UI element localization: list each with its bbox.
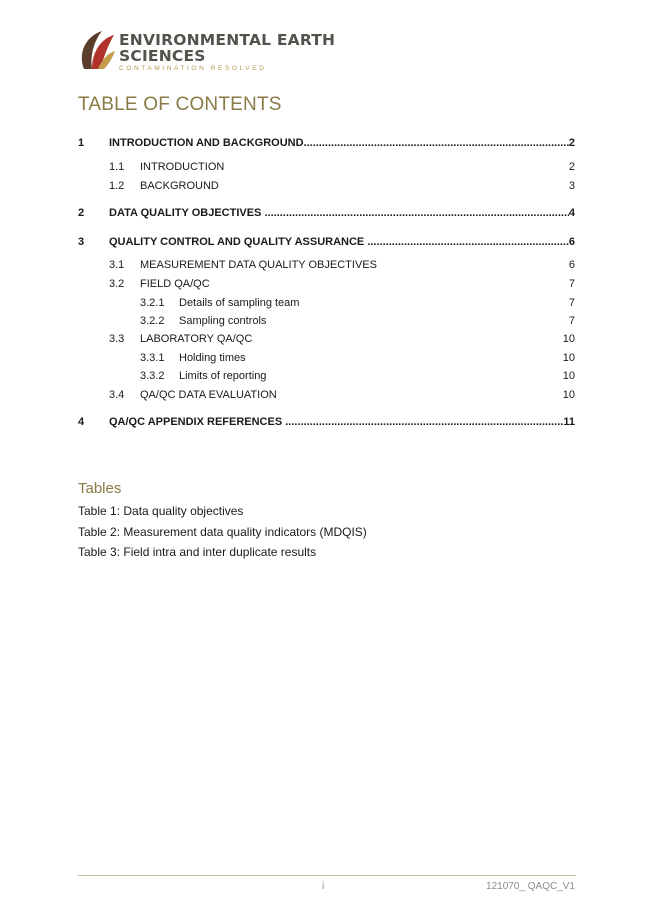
toc-entry-title: Details of sampling team <box>179 297 300 309</box>
toc-entry-3-2-2[interactable] <box>78 314 575 329</box>
toc-entry-title: Sampling controls <box>179 315 267 327</box>
toc-entry-3-3[interactable] <box>78 332 575 347</box>
toc-entry-number: 3.3 <box>109 333 125 345</box>
toc-title: TABLE OF CONTENTS <box>78 94 282 115</box>
toc-entry-title: BACKGROUND <box>140 180 219 192</box>
toc-entry-page: 3 <box>568 180 575 192</box>
company-logo <box>78 29 338 74</box>
toc-entry-1-1[interactable] <box>78 160 575 175</box>
toc-entry-number: 4 <box>78 416 85 428</box>
toc-entry-page: 10 <box>562 352 575 364</box>
toc-entry-title: INTRODUCTION AND BACKGROUND <box>109 137 304 149</box>
toc-entry-page: 11 <box>563 416 575 428</box>
toc-entry-3-4[interactable] <box>78 388 575 403</box>
toc-entry-number: 3.2.1 <box>140 297 165 309</box>
footer-document-code: 121070_ QAQC_V1 <box>486 881 575 892</box>
toc-entry-page: 10 <box>562 370 575 382</box>
toc-entry-title: LABORATORY QA/QC <box>140 333 253 345</box>
toc-entry-page: 7 <box>568 297 575 309</box>
leaf-logo-icon <box>78 29 116 71</box>
toc-entry-number: 2 <box>78 207 85 219</box>
toc-entry-title: QA/QC APPENDIX REFERENCES <box>109 416 286 428</box>
toc-entry-1[interactable] <box>78 136 575 151</box>
toc-entry-page: 4 <box>568 207 575 219</box>
toc-entry-1-2[interactable] <box>78 179 575 194</box>
toc-entry-4[interactable] <box>78 415 575 430</box>
toc-entry-number: 3.3.1 <box>140 352 165 364</box>
toc-entry-3-2[interactable] <box>78 277 575 292</box>
toc-leader-dots <box>367 235 569 250</box>
toc-entry-number: 1.1 <box>109 161 125 173</box>
table-list-item[interactable]: Table 2: Measurement data quality indicators (MDQIS) <box>78 525 367 539</box>
toc-entry-page: 10 <box>562 333 575 345</box>
toc-entry-title: MEASUREMENT DATA QUALITY OBJECTIVES <box>140 259 377 271</box>
toc-entry-number: 1 <box>78 137 85 149</box>
toc-entry-3-3-2[interactable] <box>78 369 575 384</box>
logo-tagline: CONTAMINATION RESOLVED <box>119 65 267 72</box>
toc-entry-page: 2 <box>568 137 575 149</box>
toc-entry-number: 3.2 <box>109 278 125 290</box>
toc-entry-title: Limits of reporting <box>179 370 267 382</box>
toc-entry-title: Holding times <box>179 352 246 364</box>
toc-leader-dots <box>264 206 568 221</box>
toc-entry-number: 3.4 <box>109 389 125 401</box>
footer-page-number: i <box>322 881 325 892</box>
toc-entry-3[interactable] <box>78 235 575 250</box>
toc-entry-title: DATA QUALITY OBJECTIVES <box>109 207 265 219</box>
toc-leader-dots <box>304 136 569 151</box>
toc-entry-3-1[interactable] <box>78 258 575 273</box>
toc-entry-number: 3 <box>78 236 85 248</box>
toc-entry-3-2-1[interactable] <box>78 296 575 311</box>
toc-leader-dots <box>285 415 563 430</box>
toc-entry-page: 6 <box>568 236 575 248</box>
table-list-item[interactable]: Table 3: Field intra and inter duplicate results <box>78 545 317 559</box>
toc-entry-3-3-1[interactable] <box>78 351 575 366</box>
toc-entry-title: FIELD QA/QC <box>140 278 210 290</box>
toc-entry-page: 7 <box>568 278 575 290</box>
toc-entry-title: QUALITY CONTROL AND QUALITY ASSURANCE <box>109 236 368 248</box>
toc-entry-page: 2 <box>568 161 575 173</box>
toc-entry-title: INTRODUCTION <box>140 161 225 173</box>
tables-heading: Tables <box>78 480 122 497</box>
toc-entry-page: 10 <box>562 389 575 401</box>
toc-entry-page: 6 <box>568 259 575 271</box>
toc-entry-number: 3.3.2 <box>140 370 165 382</box>
toc-entry-number: 1.2 <box>109 180 125 192</box>
logo-name-line2: SCIENCES <box>119 47 206 65</box>
table-list-item[interactable]: Table 1: Data quality objectives <box>78 504 244 518</box>
toc-entry-number: 3.1 <box>109 259 125 271</box>
logo-name-line1: ENVIRONMENTAL EARTH <box>119 31 336 49</box>
footer-divider <box>78 875 576 876</box>
toc-entry-2[interactable] <box>78 206 575 221</box>
toc-entry-number: 3.2.2 <box>140 315 165 327</box>
toc-entry-title: QA/QC DATA EVALUATION <box>140 389 277 401</box>
toc-entry-page: 7 <box>568 315 575 327</box>
